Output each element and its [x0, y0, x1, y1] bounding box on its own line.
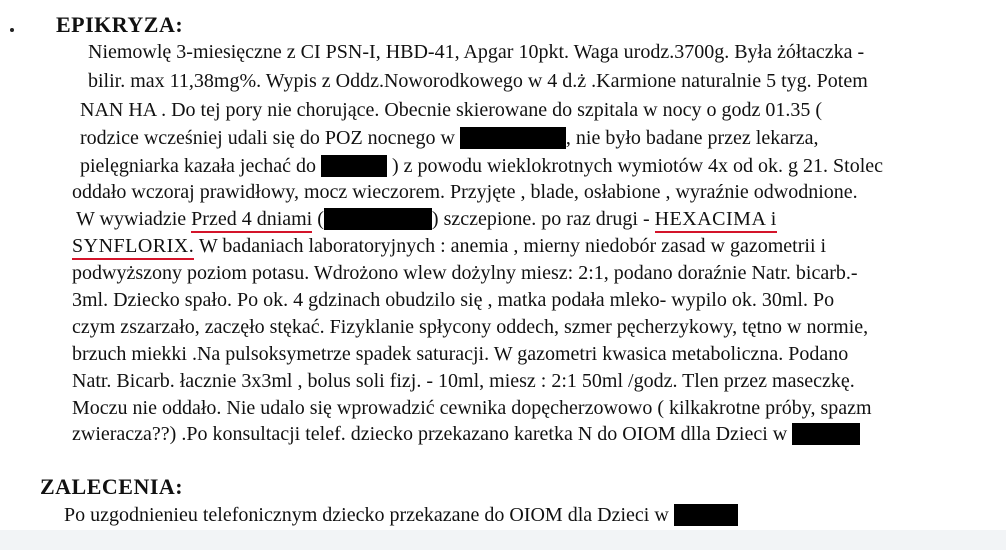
line-7-text-a: W wywiadzie — [76, 208, 187, 230]
epikryza-line-10: 3ml. Dziecko spało. Po ok. 4 gdzinach obudzilo się , matka podała mleko- wypilo ok. 30ml. Po — [72, 289, 835, 311]
epikryza-line-8 — [72, 234, 826, 258]
redaction-box — [321, 155, 387, 177]
line-5-text-a: pielęgniarka kazała jechać do — [80, 155, 316, 177]
line-7-paren-open: ( — [317, 208, 324, 230]
zalecenia-heading: ZALECENIA: — [40, 474, 184, 499]
epikryza-line-15 — [72, 422, 860, 446]
epikryza-line-14: Moczu nie oddało. Nie udalo się wprowadzić cewnika dopęcherzowowo ( kilkakrotne próby, spazm — [72, 397, 872, 419]
epikryza-line-11: czym zszarzało, zaczęło stękać. Fizyklanie spłycony oddech, szmer pęcherzykowy, tętno w normie, — [72, 316, 869, 338]
epikryza-line-2: bilir. max 11,38mg%. Wypis z Oddz.Noworodkowego w 4 d.ż .Karmione naturalnie 5 tyg. Potem — [88, 70, 868, 92]
underlined-vaccine-hexacima: HEXACIMA i — [655, 208, 777, 233]
line-15-text: zwieracza??) .Po konsultacji telef. dziecko przekazano karetka N do OIOM dlla Dzieci w — [72, 423, 788, 445]
epikryza-line-4 — [80, 126, 819, 150]
epikryza-heading: EPIKRYZA: — [56, 12, 184, 37]
epikryza-line-9: podwyższony poziom potasu. Wdrożono wlew dożylny miesz: 2:1, podano doraźnie Natr. bicarb.- — [72, 262, 858, 284]
bottom-margin-strip — [0, 530, 1006, 550]
line-5-text-b: ) z powodu wieklokrotnych wymiotów 4x od ok. g 21. Stolec — [391, 155, 884, 177]
redaction-box — [674, 504, 738, 526]
epikryza-line-7 — [76, 207, 777, 231]
line-4-text-b: , nie było badane przez lekarza, — [565, 127, 819, 149]
stray-dot-mark — [10, 28, 14, 32]
line-7-text-d: ) szczepione. po raz drugi - — [431, 208, 650, 230]
epikryza-line-12: brzuch miekki .Na pulsoksymetrze spadek saturacji. W gazometri kwasica metaboliczna. Podano — [72, 343, 849, 365]
line-4-text-a: rodzice wcześniej udali się do POZ nocnego w — [80, 127, 455, 149]
epikryza-line-5 — [80, 154, 883, 178]
epikryza-line-13: Natr. Bicarb. łacznie 3x3ml , bolus soli fizj. - 10ml, miesz : 2:1 50ml /godz. Tlen przez maseczkę. — [72, 370, 855, 392]
epikryza-line-1: Niemowlę 3-miesięczne z CI PSN-I, HBD-41, Apgar 10pkt. Waga urodz.3700g. Była żółtaczka - — [88, 41, 865, 63]
redaction-box — [324, 208, 432, 230]
epikryza-line-6: oddało wczoraj prawidłowy, mocz wieczorem. Przyjęte , blade, osłabione , wyraźnie odwodnione. — [72, 181, 858, 203]
line-8-text-b: W badaniach laboratoryjnych : anemia , mierny niedobór zasad w gazometrii i — [198, 235, 827, 257]
redaction-box — [460, 127, 566, 149]
underlined-date-phrase: Przed 4 dniami — [191, 208, 312, 233]
redaction-box — [792, 423, 860, 445]
underlined-vaccine-synflorix: SYNFLORIX. — [72, 235, 194, 260]
zalecenia-text: Po uzgodnienieu telefonicznym dziecko przekazane do OIOM dla Dzieci w — [64, 504, 669, 526]
epikryza-line-3: NAN HA . Do tej pory nie chorujące. Obecnie skierowane do szpitala w nocy o godz 01.35 ( — [80, 99, 823, 121]
zalecenia-line — [64, 503, 738, 527]
